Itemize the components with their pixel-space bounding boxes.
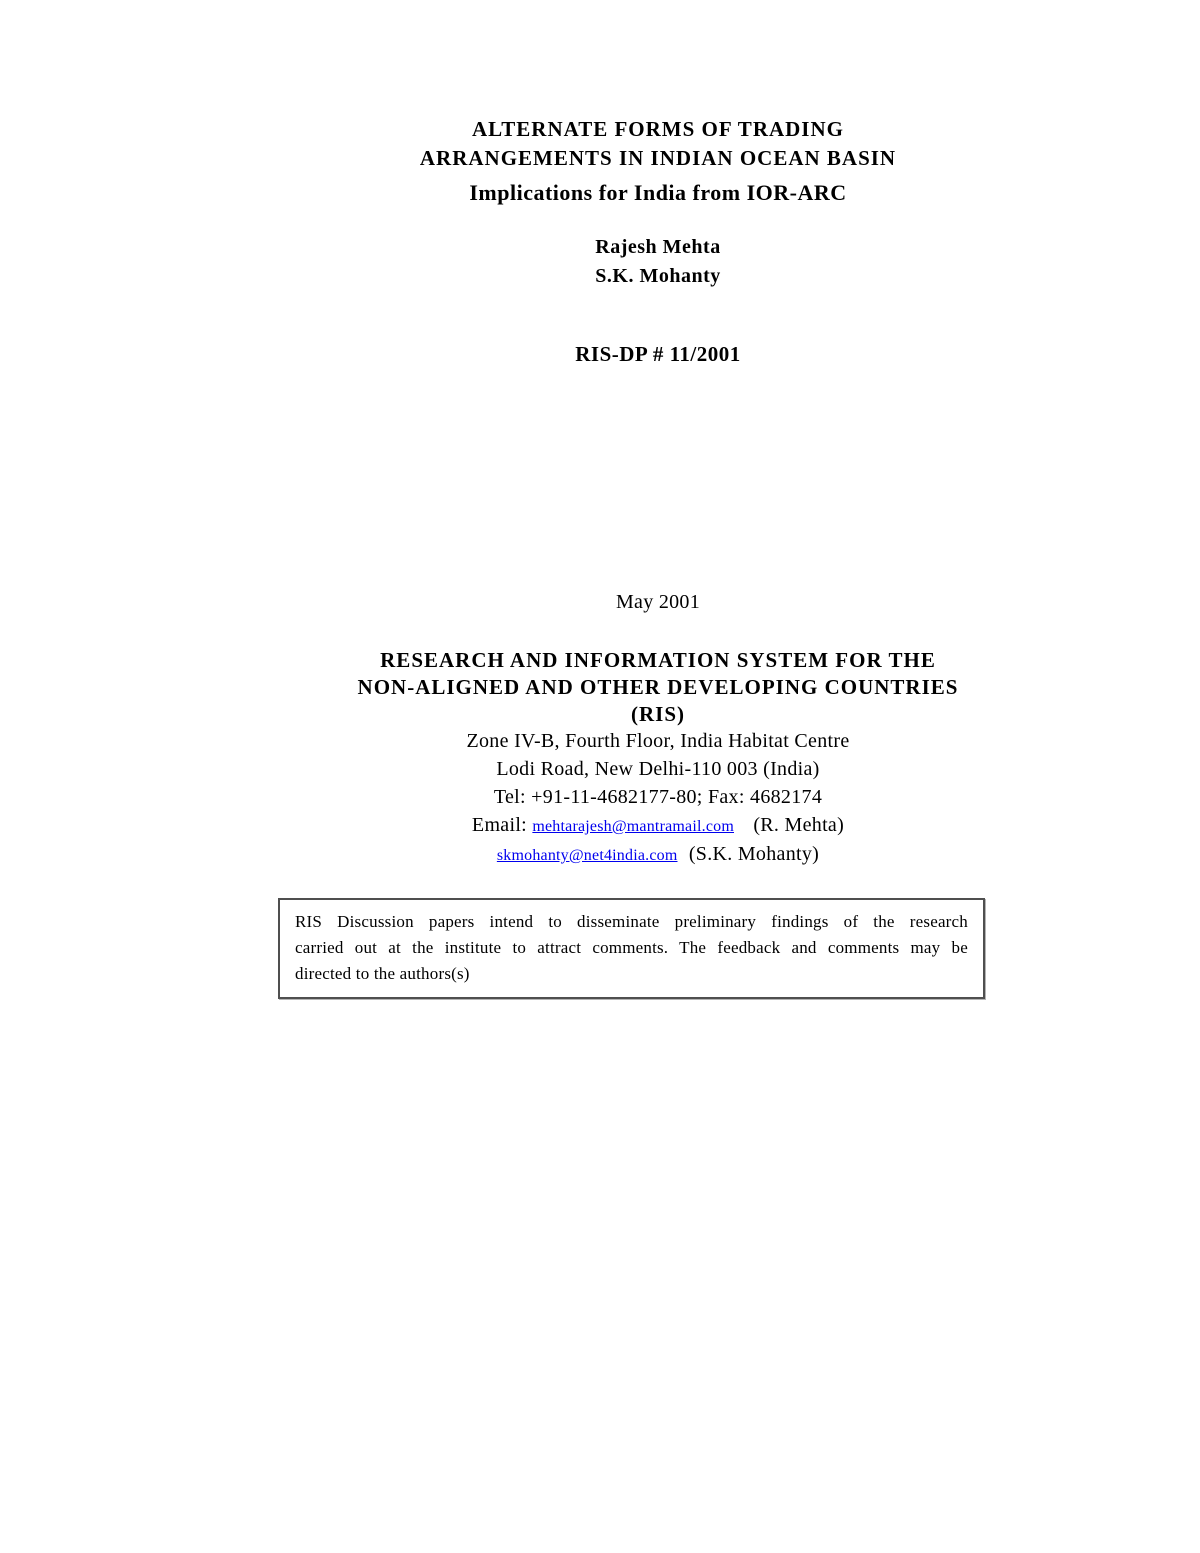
- email-line-1: [116, 814, 1200, 837]
- address-line-2: Lodi Road, New Delhi-110 003 (India): [496, 758, 820, 780]
- disclaimer-line-2: carried out at the institute to attract comments. The feedback and comments may be: [295, 938, 968, 957]
- address-line-1: Zone IV-B, Fourth Floor, India Habitat Centre: [466, 730, 850, 752]
- email-link-mohanty[interactable]: skmohanty@net4india.com: [496, 847, 678, 864]
- publication-date: May 2001: [615, 591, 701, 613]
- disclaimer-line-3: directed to the authors(s): [295, 964, 470, 983]
- paper-subtitle: Implications for India from IOR-ARC: [469, 180, 847, 205]
- paper-title-line-2: ARRANGEMENTS IN INDIAN OCEAN BASIN: [419, 146, 897, 170]
- author-name-1: Rajesh Mehta: [595, 236, 721, 258]
- disclaimer-line-1: RIS Discussion papers intend to disseminate preliminary findings of the research: [295, 912, 968, 931]
- institution-name-line-2: NON-ALIGNED AND OTHER DEVELOPING COUNTRIES: [357, 675, 959, 699]
- paper-title-line-1: ALTERNATE FORMS OF TRADING: [472, 117, 844, 141]
- paper-number: RIS-DP # 11/2001: [575, 342, 741, 366]
- email-label: Email:: [471, 814, 528, 836]
- institution-name-line-1: RESEARCH AND INFORMATION SYSTEM FOR THE: [380, 648, 936, 672]
- institution-abbreviation: (RIS): [630, 702, 685, 726]
- author-name-2: S.K. Mohanty: [595, 265, 721, 287]
- email-link-mehta[interactable]: mehtarajesh@mantramail.com: [532, 818, 734, 835]
- phone-fax-line: Tel: +91-11-4682177-80; Fax: 4682174: [493, 786, 823, 808]
- email-owner-mehta: (R. Mehta): [753, 814, 845, 836]
- email-owner-mohanty: (S.K. Mohanty): [688, 843, 820, 865]
- email-line-2: [116, 843, 1200, 866]
- disclaimer-box: [278, 898, 985, 999]
